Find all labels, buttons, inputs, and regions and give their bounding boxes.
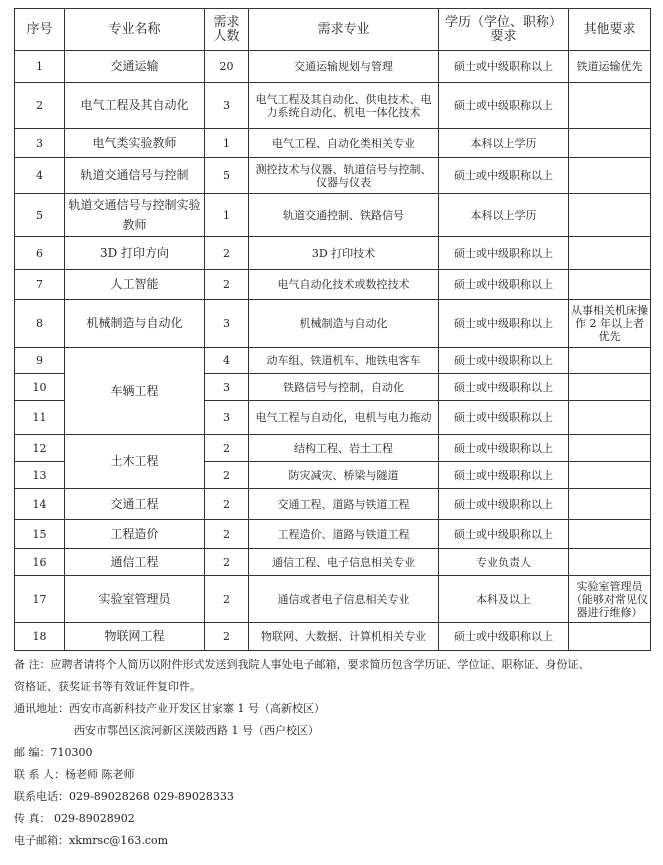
cell-major: 通信工程、电子信息相关专业 [249, 549, 439, 576]
cell-count: 3 [205, 83, 249, 129]
table-row [15, 300, 651, 348]
cell-count: 2 [205, 576, 249, 623]
cell-other [569, 489, 651, 520]
cell-position: 车辆工程 [65, 348, 205, 435]
cell-no: 14 [15, 489, 65, 520]
fax-number: 传 真： 029-89028902 [14, 812, 135, 825]
cell-major: 结构工程、岩土工程 [249, 435, 439, 462]
cell-major: 电气工程、自动化类相关专业 [249, 129, 439, 158]
recruitment-table [14, 8, 651, 651]
cell-count: 5 [205, 158, 249, 194]
cell-education: 本科及以上 [439, 576, 569, 623]
cell-position: 交通运输 [65, 51, 205, 83]
cell-other: 从事相关机床操作 2 年以上者优先 [569, 300, 651, 348]
cell-education: 硕士或中级职称以上 [439, 623, 569, 651]
cell-major: 轨道交通控制、铁路信号 [249, 194, 439, 237]
cell-education: 硕士或中级职称以上 [439, 300, 569, 348]
cell-education: 硕士或中级职称以上 [439, 462, 569, 489]
cell-count: 1 [205, 194, 249, 237]
table-header-row [15, 9, 651, 51]
header-count-line2: 人数 [213, 28, 240, 44]
table-row [15, 129, 651, 158]
postcode: 邮 编：710300 [14, 746, 93, 759]
cell-count: 1 [205, 129, 249, 158]
cell-no: 8 [15, 300, 65, 348]
address-line: 通讯地址：西安市高新科技产业开发区甘家寨 1 号（高新校区） [14, 702, 325, 715]
cell-education: 硕士或中级职称以上 [439, 237, 569, 270]
cell-other [569, 83, 651, 129]
cell-major: 物联网、大数据、计算机相关专业 [249, 623, 439, 651]
cell-major: 电气工程与自动化，电机与电力拖动 [249, 401, 439, 435]
cell-count: 2 [205, 489, 249, 520]
cell-major: 交通工程、道路与铁道工程 [249, 489, 439, 520]
cell-education: 硕士或中级职称以上 [439, 83, 569, 129]
cell-education: 硕士或中级职称以上 [439, 401, 569, 435]
cell-no: 1 [15, 51, 65, 83]
cell-no: 2 [15, 83, 65, 129]
cell-count: 2 [205, 623, 249, 651]
cell-other: 铁道运输优先 [569, 51, 651, 83]
cell-education: 专业负责人 [439, 549, 569, 576]
cell-other [569, 194, 651, 237]
table-row [15, 576, 651, 623]
cell-count: 2 [205, 462, 249, 489]
cell-major: 电气自动化技术或数控技术 [249, 270, 439, 300]
cell-no: 13 [15, 462, 65, 489]
cell-education: 本科以上学历 [439, 194, 569, 237]
cell-position: 机械制造与自动化 [65, 300, 205, 348]
cell-no: 16 [15, 549, 65, 576]
header-education [439, 9, 569, 51]
cell-count: 3 [205, 300, 249, 348]
cell-major: 动车组、铁道机车、地铁电客车 [249, 348, 439, 374]
cell-major: 测控技术与仪器、轨道信号与控制、仪器与仪表 [249, 158, 439, 194]
cell-major: 电气工程及其自动化、供电技术、电力系统自动化、机电一体化技术 [249, 83, 439, 129]
cell-no: 11 [15, 401, 65, 435]
cell-other [569, 158, 651, 194]
remark-line: 资格证、获奖证书等有效证件复印件。 [14, 680, 201, 693]
cell-no: 15 [15, 520, 65, 549]
cell-no: 4 [15, 158, 65, 194]
cell-count: 2 [205, 549, 249, 576]
table-row [15, 83, 651, 129]
header-count-line1: 需求 [213, 14, 240, 30]
cell-position: 土木工程 [65, 435, 205, 489]
table-row [15, 158, 651, 194]
cell-position: 电气类实验教师 [65, 129, 205, 158]
header-no: 序号 [15, 9, 65, 51]
table-row [15, 489, 651, 520]
cell-education: 硕士或中级职称以上 [439, 520, 569, 549]
cell-major: 防灾减灾、桥梁与隧道 [249, 462, 439, 489]
cell-other [569, 435, 651, 462]
cell-other [569, 520, 651, 549]
cell-no: 18 [15, 623, 65, 651]
cell-no: 5 [15, 194, 65, 237]
cell-position: 工程造价 [65, 520, 205, 549]
table-row [15, 237, 651, 270]
table-row [15, 348, 651, 374]
cell-position: 3D 打印方向 [65, 237, 205, 270]
cell-position: 电气工程及其自动化 [65, 83, 205, 129]
cell-count: 3 [205, 374, 249, 401]
table-row [15, 270, 651, 300]
contact-phone: 联系电话：029-89028268 029-89028333 [14, 790, 234, 803]
cell-other [569, 129, 651, 158]
cell-position: 轨道交通信号与控制 [65, 158, 205, 194]
contact-person: 联 系 人：杨老师 陈老师 [14, 768, 135, 781]
cell-education: 硕士或中级职称以上 [439, 374, 569, 401]
cell-count: 2 [205, 435, 249, 462]
email-address: 电子邮箱：xkmrsc@163.com [14, 834, 169, 847]
cell-other [569, 270, 651, 300]
cell-major: 铁路信号与控制，自动化 [249, 374, 439, 401]
cell-major: 交通运输规划与管理 [249, 51, 439, 83]
header-count [205, 9, 249, 51]
cell-education: 硕士或中级职称以上 [439, 270, 569, 300]
cell-no: 6 [15, 237, 65, 270]
cell-other [569, 623, 651, 651]
cell-no: 3 [15, 129, 65, 158]
table-row [15, 623, 651, 651]
cell-education: 硕士或中级职称以上 [439, 435, 569, 462]
cell-major: 工程造价、道路与铁道工程 [249, 520, 439, 549]
cell-education: 硕士或中级职称以上 [439, 489, 569, 520]
cell-other [569, 237, 651, 270]
cell-count: 2 [205, 520, 249, 549]
cell-major: 机械制造与自动化 [249, 300, 439, 348]
cell-position: 通信工程 [65, 549, 205, 576]
cell-education: 硕士或中级职称以上 [439, 51, 569, 83]
cell-other [569, 401, 651, 435]
cell-major: 3D 打印技术 [249, 237, 439, 270]
remark-line: 备 注：应聘者请将个人简历以附件形式发送到我院人事处电子邮箱，要求简历包含学历证、学位证、职称证、身份证、 [14, 658, 590, 671]
notes-section [14, 654, 654, 852]
table-row [15, 435, 651, 462]
cell-other [569, 549, 651, 576]
cell-no: 10 [15, 374, 65, 401]
cell-count: 20 [205, 51, 249, 83]
cell-education: 硕士或中级职称以上 [439, 158, 569, 194]
header-edu-line1: 学历（学位、职称） [444, 14, 562, 30]
cell-other [569, 462, 651, 489]
cell-position: 物联网工程 [65, 623, 205, 651]
cell-count: 4 [205, 348, 249, 374]
cell-position: 交通工程 [65, 489, 205, 520]
table-row [15, 51, 651, 83]
header-edu-line2: 要求 [490, 28, 517, 44]
header-other: 其他要求 [569, 9, 651, 51]
cell-position: 实验室管理员 [65, 576, 205, 623]
cell-no: 17 [15, 576, 65, 623]
cell-other [569, 374, 651, 401]
cell-no: 7 [15, 270, 65, 300]
header-major: 需求专业 [249, 9, 439, 51]
cell-education: 本科以上学历 [439, 129, 569, 158]
header-position: 专业名称 [65, 9, 205, 51]
cell-education: 硕士或中级职称以上 [439, 348, 569, 374]
cell-position: 轨道交通信号与控制实验教师 [65, 194, 205, 237]
cell-no: 12 [15, 435, 65, 462]
cell-count: 3 [205, 401, 249, 435]
cell-major: 通信或者电子信息相关专业 [249, 576, 439, 623]
cell-no: 9 [15, 348, 65, 374]
cell-count: 2 [205, 270, 249, 300]
cell-position: 人工智能 [65, 270, 205, 300]
cell-other: 实验室管理员（能够对常见仪器进行维修） [569, 576, 651, 623]
table-row [15, 520, 651, 549]
cell-count: 2 [205, 237, 249, 270]
address-line: 西安市鄠邑区滨河新区渼陂西路 1 号（西户校区） [74, 724, 319, 737]
table-row [15, 549, 651, 576]
cell-other [569, 348, 651, 374]
table-row [15, 194, 651, 237]
